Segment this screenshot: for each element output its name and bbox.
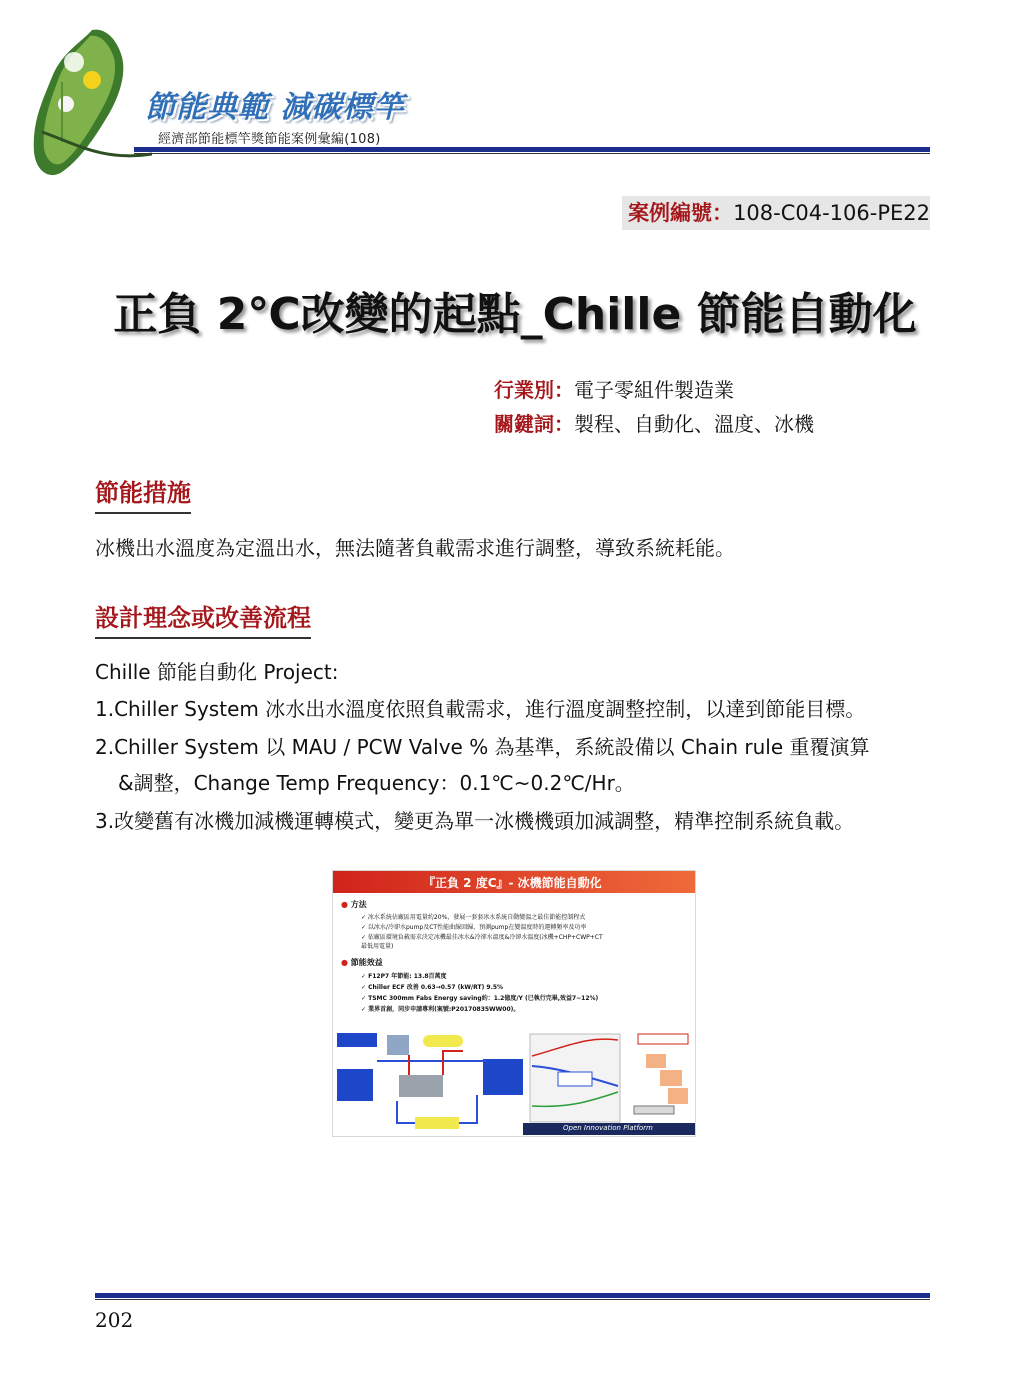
design-item-1: 1.Chiller System 冰水出水溫度依照負載需求，進行溫度調整控制，以達到節能目標。 [95, 697, 866, 721]
section-heading-design-concept: 設計理念或改善流程 [95, 598, 311, 639]
section-text-energy-measures: 冰機出水溫度為定溫出水，無法隨著負載需求進行調整，導致系統耗能。 [95, 536, 735, 560]
slide-benefit-item: ✓ 業界首創，同步申請專利(案號:P20170835WW00)。 [361, 1006, 520, 1013]
brand-subtitle: 經濟部節能標竿獎節能案例彙編(108) [158, 132, 381, 147]
slide-benefit-item: ✓ Chiller ECF 改善 0.63→0.57 (kW/RT) 9.5% [361, 984, 504, 991]
brand-title: 節能典範 減碳標竿 [145, 90, 405, 125]
design-item-2-continued: &調整，Change Temp Frequency：0.1℃~0.2℃/Hr。 [118, 771, 635, 795]
case-id-label: 案例編號： [628, 201, 734, 225]
taiwan-map-logo-icon [22, 22, 152, 182]
slide-method-item: ✓ 冰水系統佔廠區用電量約20%，發展一套套冰水系統自動變溫之最佳節能控制程式 [361, 914, 586, 921]
case-id-value: 108-C04-106-PE22 [733, 201, 930, 225]
bullet-dot-icon: ● [341, 958, 348, 967]
section-heading-energy-measures: 節能措施 [95, 473, 191, 514]
slide-method-heading: ● 方法 [341, 900, 367, 909]
slide-footer-text: Open Innovation Platform [563, 1124, 653, 1132]
keywords-value: 製程、自動化、溫度、冰機 [574, 412, 814, 436]
page-number: 202 [95, 1308, 134, 1332]
header-divider [134, 147, 930, 152]
bullet-dot-icon: ● [341, 900, 348, 909]
design-item-3: 3.改變舊有冰機加減機運轉模式，變更為單一冰機機頭加減調整，精準控制系統負載。 [95, 809, 855, 833]
meta-industry [494, 374, 734, 403]
embedded-slide [332, 870, 696, 1137]
slide-benefit-item: ✓ TSMC 300mm Fabs Energy saving約：1.2億度/Y (已執行完畢,效益7~12%) [361, 995, 599, 1002]
design-item-2: 2.Chiller System 以 MAU / PCW Valve % 為基準，系統設備以 Chain rule 重覆演算 [95, 735, 870, 759]
page-title: 正負 2℃改變的起點_Chille 節能自動化 [113, 289, 917, 340]
case-id-box [622, 196, 930, 230]
slide-method-item: ✓ 以冰水/冷卻水pump及CT性能曲線回歸，預測pump在變溫度時的運轉頻率及功率 [361, 924, 587, 931]
slide-title: 『正負 2 度C』- 冰機節能自動化 [423, 876, 602, 890]
footer-divider [95, 1293, 930, 1298]
footer-divider-thin [95, 1299, 930, 1300]
slide-benefit-item: ✓ F12P7 年節能: 13.8百萬度 [361, 973, 447, 980]
slide-method-item: ✓ 依廠區環境負載需求決定冰機最佳冰水&冷卻水溫度&冷卻水溫度(冰機+CHP+CWP+CT [361, 934, 603, 941]
slide-benefit-heading: ● 節能效益 [341, 958, 383, 967]
temperature-trend-diagram-icon [528, 1026, 693, 1126]
chiller-system-diagram-icon [337, 1031, 527, 1131]
industry-value: 電子零組件製造業 [574, 378, 734, 402]
header-divider-thin [134, 153, 930, 154]
meta-keywords [494, 408, 814, 437]
keywords-label: 關鍵詞： [494, 412, 574, 436]
design-intro: Chille 節能自動化 Project: [95, 660, 339, 684]
industry-label: 行業別： [494, 378, 574, 402]
slide-method-item: 最低用電量) [361, 943, 394, 950]
